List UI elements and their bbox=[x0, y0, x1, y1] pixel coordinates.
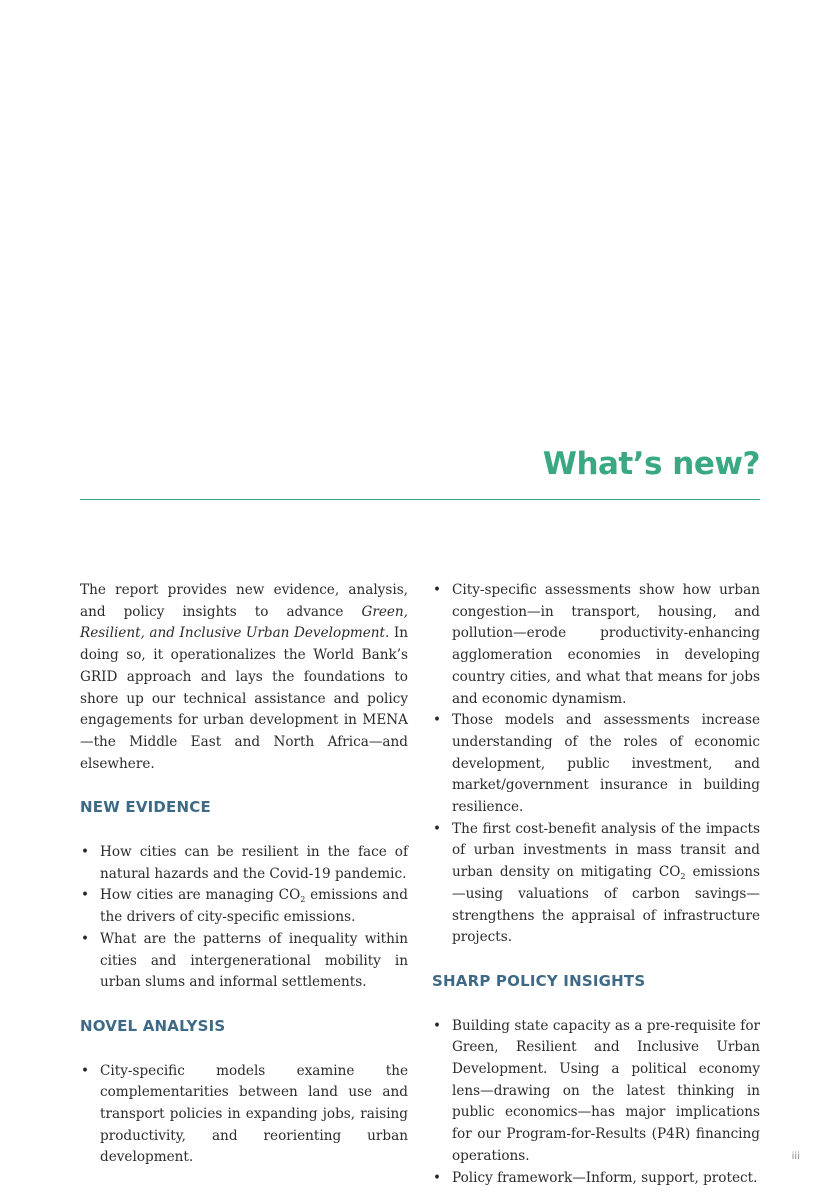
intro-italic-phrase: Green, Resilient, and Inclusive Urban Development bbox=[80, 603, 408, 642]
list-item: • Those models and assessments increase understanding of the roles of economic development, public investment, and market/government insurance in building resilience. bbox=[432, 710, 760, 819]
list-item-text: How cities are managing CO bbox=[100, 887, 301, 904]
intro-paragraph bbox=[80, 580, 408, 775]
intro-text-end: . In doing so, it operationalizes the World Bank’s GRID approach and lays the foundations to shore up our technical assistance and policy engagements for urban development in MENA—the Middle East and North Africa—and elsewhere. bbox=[80, 625, 408, 772]
list-item: • How cities can be resilient in the face of natural hazards and the Covid-19 pandemic. bbox=[80, 842, 408, 885]
page-number: iii bbox=[791, 1151, 800, 1162]
list-item bbox=[80, 885, 408, 928]
list-item-text: The first cost-benefit analysis of the impacts of urban investments in mass transit and urban density on mitigating CO bbox=[452, 820, 760, 881]
novel-analysis-list-right bbox=[432, 580, 760, 949]
subscript: 2 bbox=[300, 895, 306, 905]
list-item: • Building state capacity as a pre-requisite for Green, Resilient and Inclusive Urban Development. Using a political economy lens—drawing on the latest thinking in public economics—has major implications for our Program-for-Results (P4R) financing operations. bbox=[432, 1016, 760, 1168]
sharp-policy-list bbox=[432, 1016, 760, 1190]
intro-text-start: The report provides new evidence, analysis, and policy insights to advance bbox=[80, 582, 408, 620]
new-evidence-list bbox=[80, 842, 408, 994]
section-heading-novel-analysis: NOVEL ANALYSIS bbox=[80, 1016, 226, 1035]
list-item: • What are the patterns of inequality within cities and intergenerational mobility in urban slums and informal settlements. bbox=[80, 929, 408, 994]
list-item: • Policy framework—Inform, support, protect. bbox=[432, 1168, 760, 1190]
list-item-text: emissions and the drivers of city-specific emissions. bbox=[100, 887, 408, 926]
list-item: • City-specific models examine the complementarities between land use and transport policies in expanding jobs, raising productivity, and reorienting urban development. bbox=[80, 1061, 408, 1170]
right-column bbox=[432, 580, 760, 1189]
left-column bbox=[80, 580, 408, 1169]
list-item-text: emissions—using valuations of carbon savings—strengthens the appraisal of infrastructure projects. bbox=[452, 864, 760, 946]
page-title: What’s new? bbox=[542, 446, 760, 482]
title-divider bbox=[80, 499, 760, 500]
novel-analysis-list-left bbox=[80, 1061, 408, 1170]
section-heading-new-evidence: NEW EVIDENCE bbox=[80, 798, 211, 817]
section-heading-sharp-policy-insights: SHARP POLICY INSIGHTS bbox=[432, 971, 646, 990]
list-item: • City-specific assessments show how urban congestion—in transport, housing, and pollution—erode productivity-enhancing agglomeration economies in developing country cities, and what that means for jobs and economic dynamism. bbox=[432, 580, 760, 710]
list-item bbox=[432, 819, 760, 949]
subscript: 2 bbox=[680, 872, 686, 882]
